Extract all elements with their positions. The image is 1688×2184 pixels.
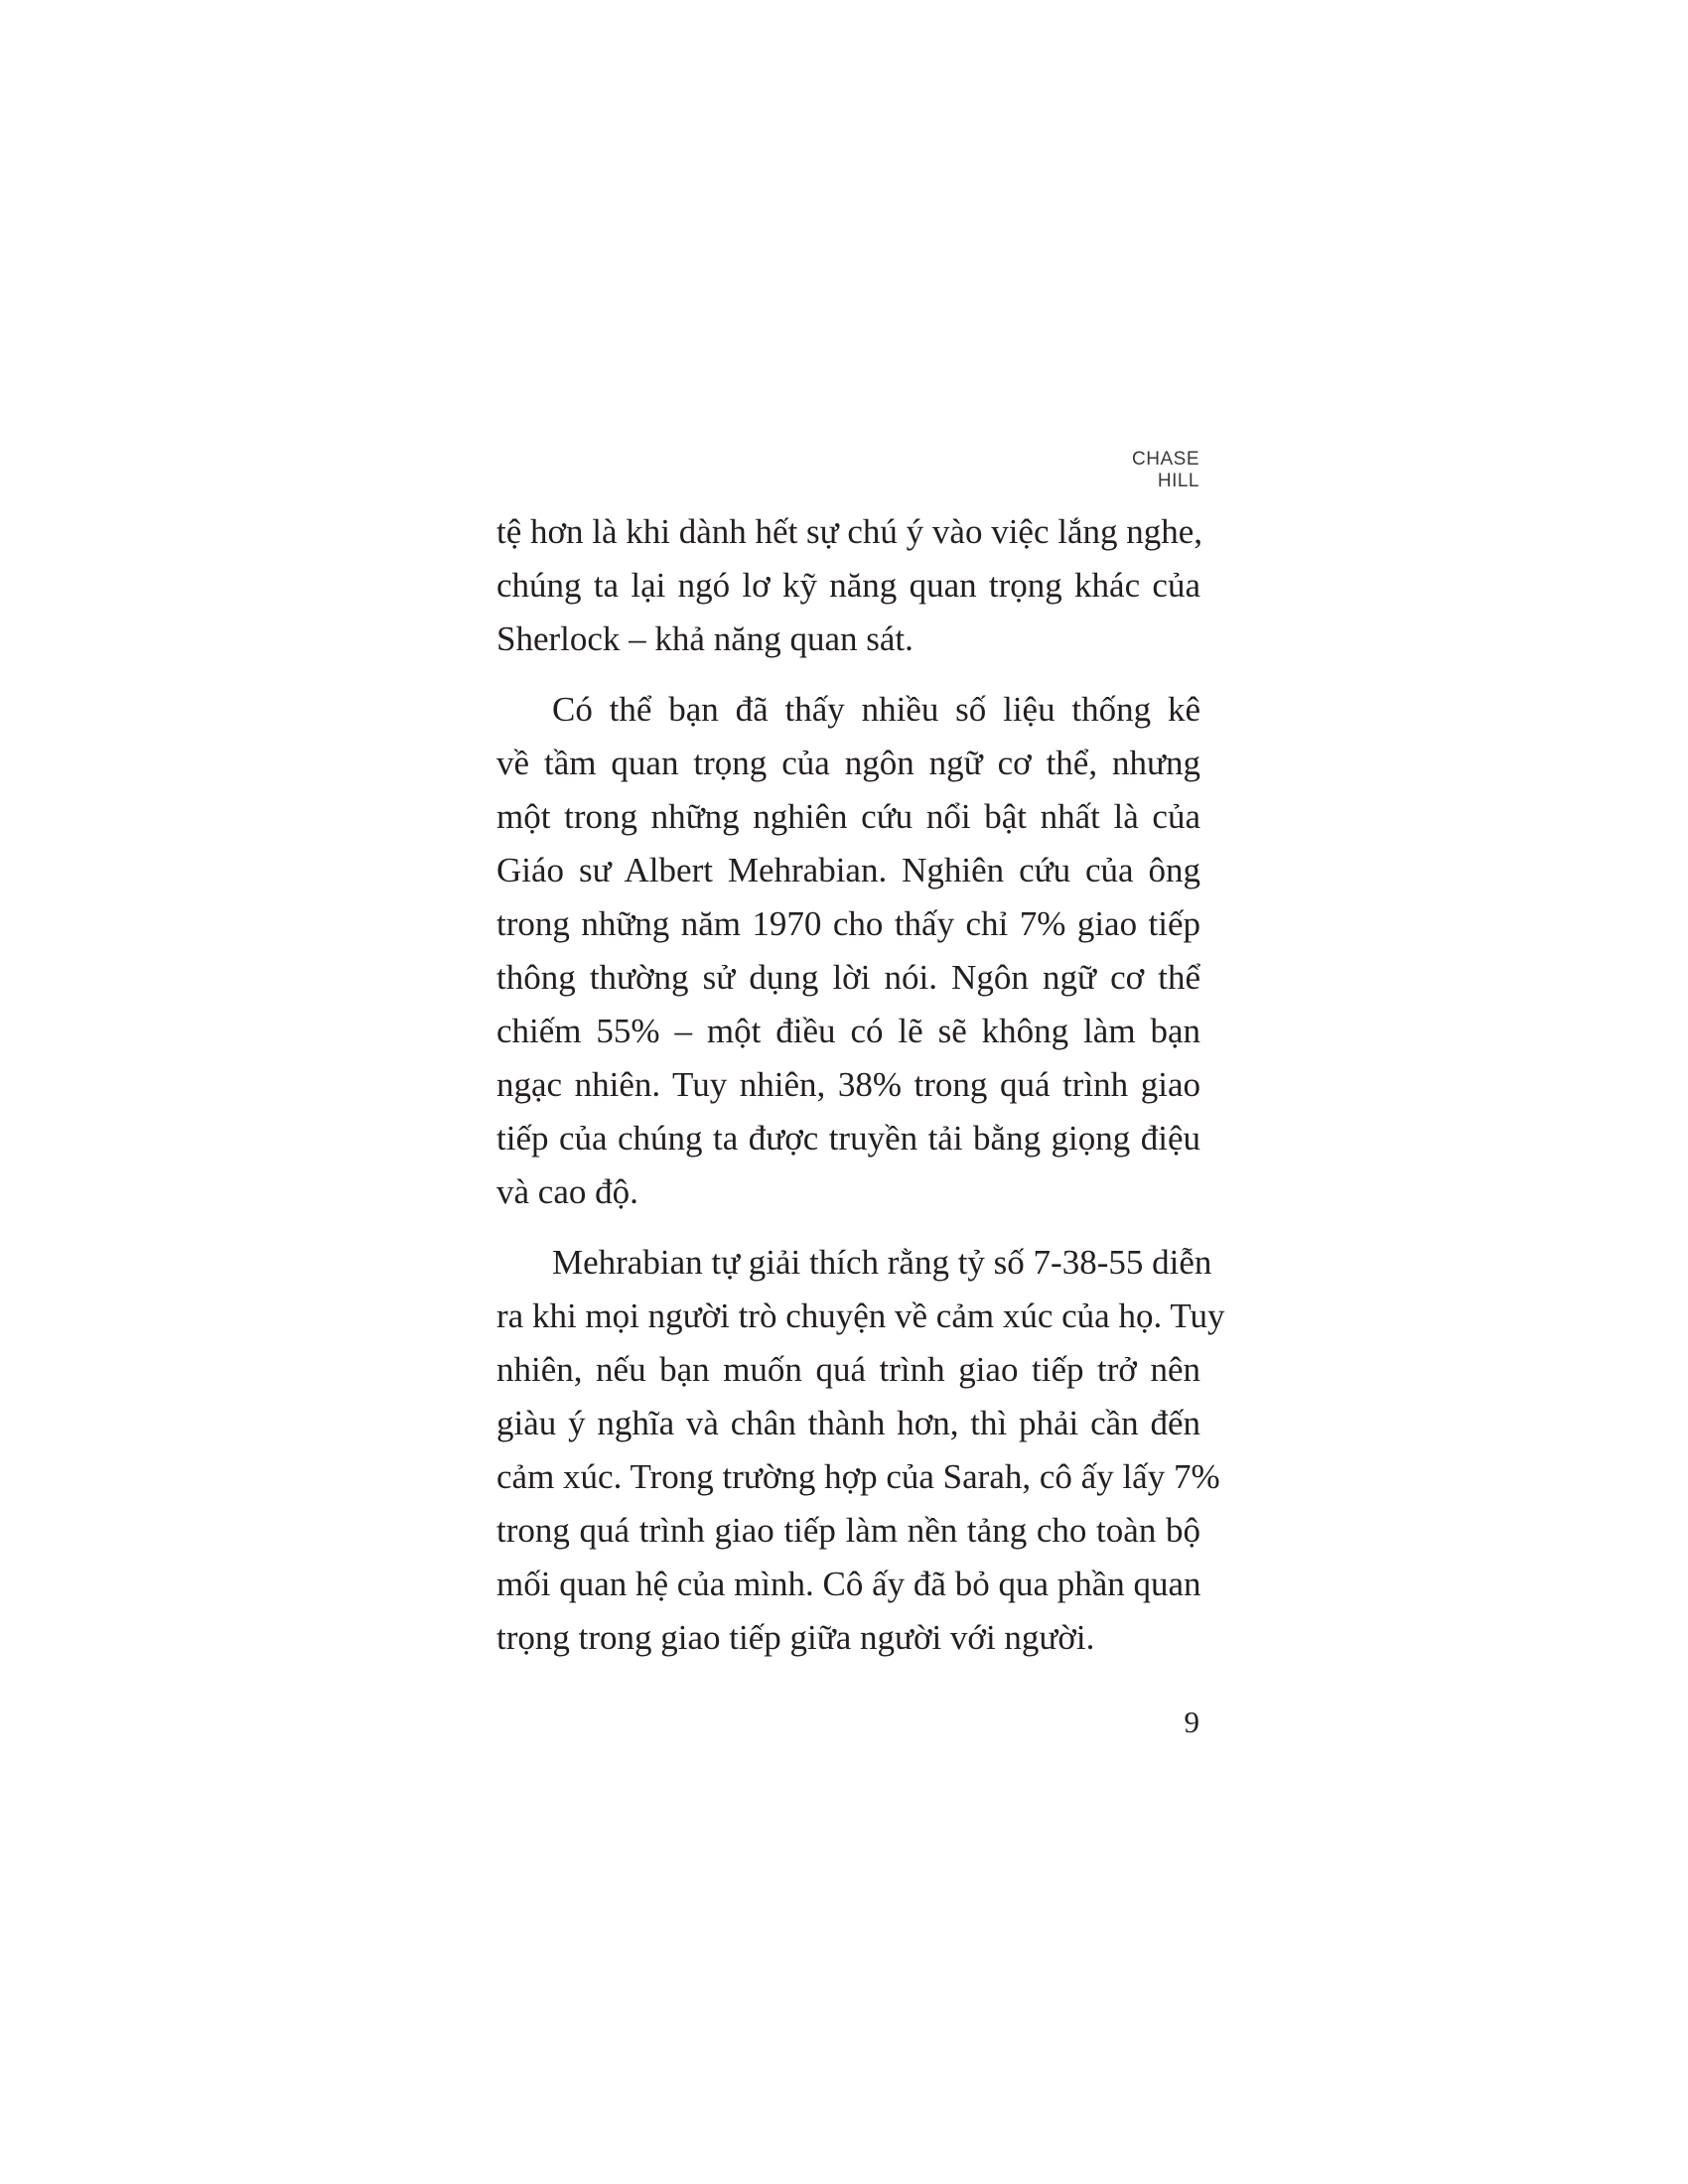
text-line: trong quá trình giao tiếp làm nền tảng cho toàn bộ xyxy=(496,1511,1200,1550)
text-line: và cao độ. xyxy=(496,1172,638,1211)
body-text xyxy=(496,505,1225,1682)
text-line: trọng trong giao tiếp giữa người với người. xyxy=(496,1618,1095,1657)
text-line: tiếp của chúng ta được truyền tải bằng giọng điệu xyxy=(496,1119,1200,1158)
text-line: một trong những nghiên cứu nổi bật nhất là của xyxy=(496,797,1200,836)
text-line: Có thể bạn đã thấy nhiều số liệu thống kê xyxy=(552,690,1200,729)
text-line: giàu ý nghĩa và chân thành hơn, thì phải cần đến xyxy=(496,1404,1200,1442)
running-header: CHASE HILL xyxy=(1132,449,1199,491)
text-line: chiếm 55% – một điều có lẽ sẽ không làm bạn xyxy=(496,1012,1200,1050)
paragraph-1 xyxy=(496,505,1203,666)
text-line: tệ hơn là khi dành hết sự chú ý vào việc lắng nghe, xyxy=(496,512,1203,551)
text-line: chúng ta lại ngó lơ kỹ năng quan trọng khác của xyxy=(496,566,1200,605)
paragraph-3 xyxy=(496,1236,1225,1665)
text-line: trong những năm 1970 cho thấy chỉ 7% giao tiếp xyxy=(496,904,1200,943)
text-line: thông thường sử dụng lời nói. Ngôn ngữ cơ thể xyxy=(496,958,1200,997)
page-number: 9 xyxy=(1184,1705,1199,1739)
text-line: mối quan hệ của mình. Cô ấy đã bỏ qua phần quan xyxy=(496,1565,1201,1603)
text-line: Mehrabian tự giải thích rằng tỷ số 7-38-55 diễn xyxy=(552,1243,1212,1282)
text-line: ra khi mọi người trò chuyện về cảm xúc của họ. Tuy xyxy=(496,1297,1225,1335)
text-line: về tầm quan trọng của ngôn ngữ cơ thể, nhưng xyxy=(496,744,1200,782)
text-line: cảm xúc. Trong trường hợp của Sarah, cô ấy lấy 7% xyxy=(496,1457,1220,1496)
text-line: ngạc nhiên. Tuy nhiên, 38% trong quá trình giao xyxy=(496,1065,1200,1104)
text-line: nhiên, nếu bạn muốn quá trình giao tiếp trở nên xyxy=(496,1350,1200,1389)
paragraph-2 xyxy=(496,683,1200,1219)
text-line: Giáo sư Albert Mehrabian. Nghiên cứu của ông xyxy=(496,851,1200,889)
text-line: Sherlock – khả năng quan sát. xyxy=(496,619,914,658)
